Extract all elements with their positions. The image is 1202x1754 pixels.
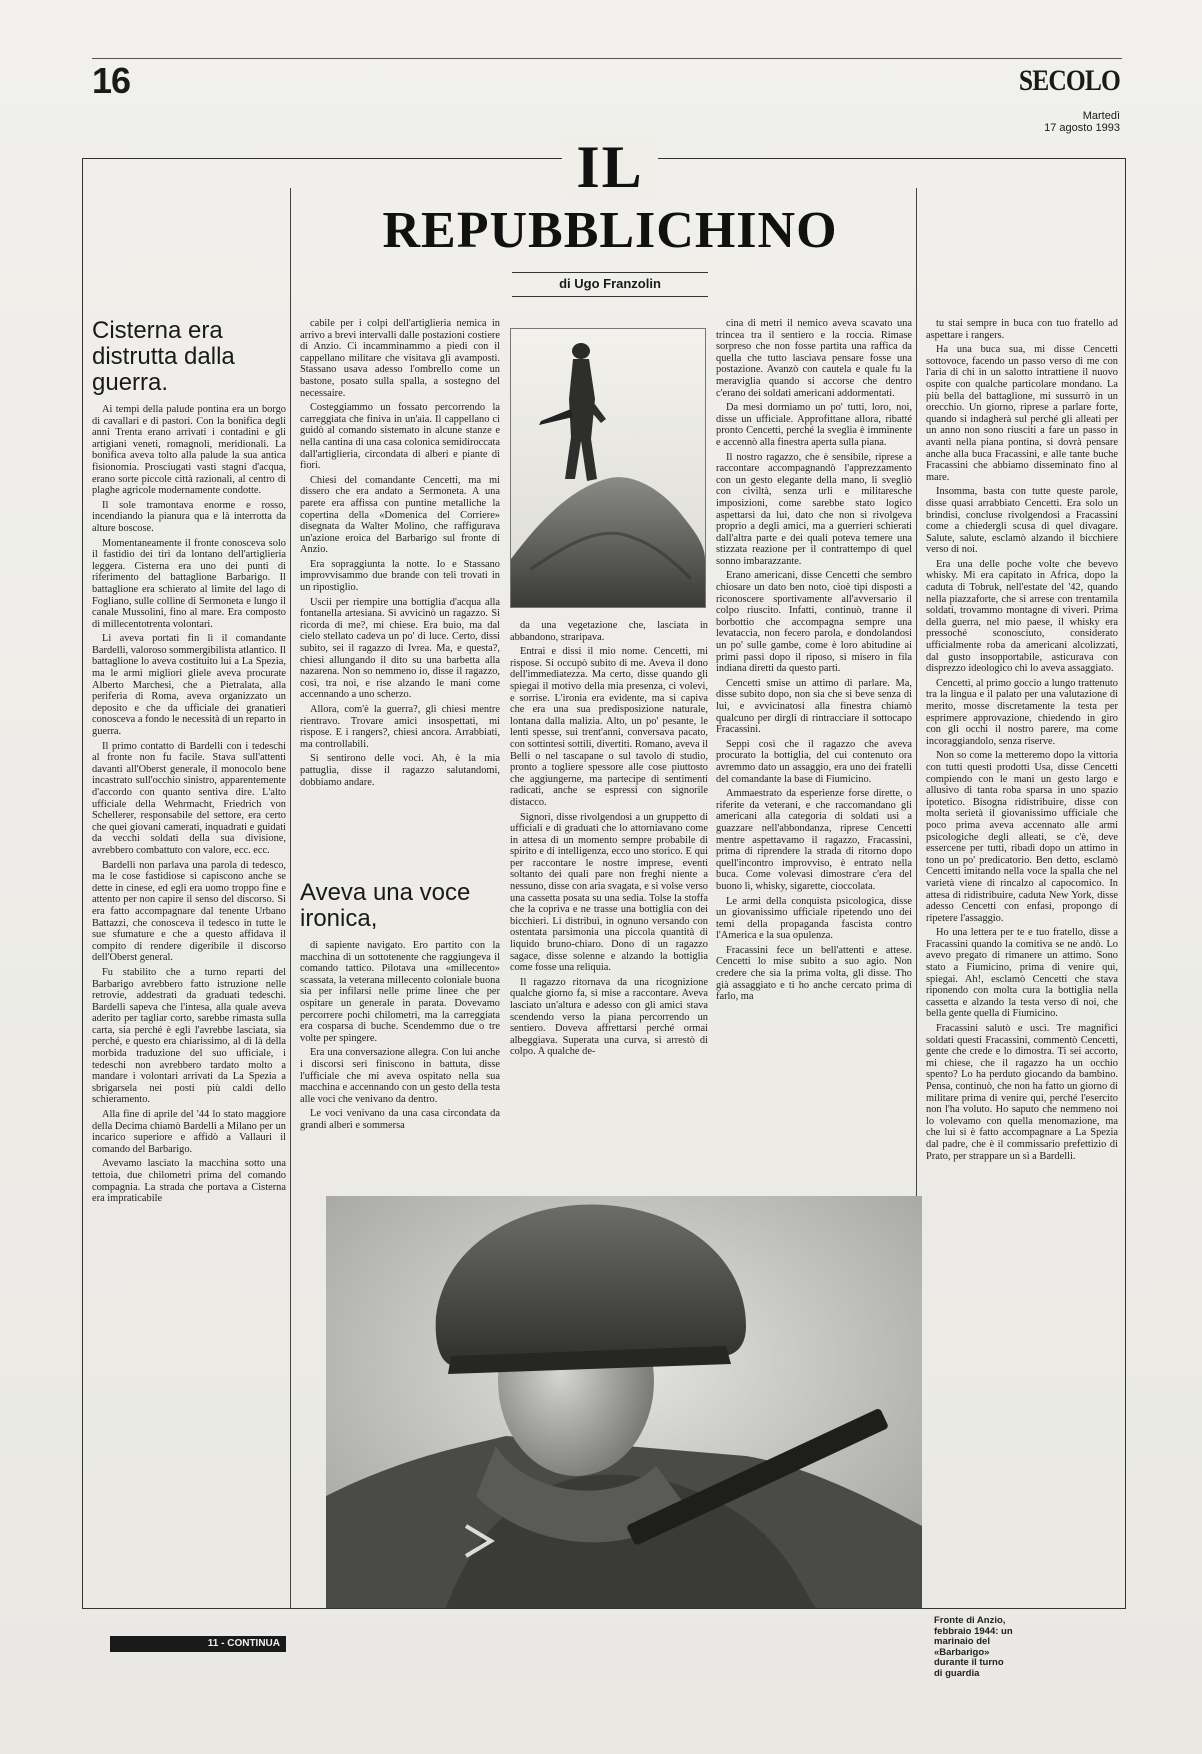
column-2-top [300,318,500,878]
headline [320,136,900,260]
paragraph: Ai tempi della palude pontina era un borgo di cavallari e di pastori. Con la bonifica degli anni Trenta erano arrivati i contadini e gli artigiani veneti, romagnoli, meridionali. La bonifica aveva tolto alla palude la sua antica fisionomia. Prosciugati vasti stagni d'acqua, erano sorte piccole città razionali, al centro di plaghe agricole modernamente condotte. [92,404,286,497]
column-3-top [510,620,708,1200]
column-4 [926,318,1118,1366]
paragraph: Chiesi del comandante Cencetti, ma mi dissero che era andato a Sermoneta. A una parete era affissa con puntine metalliche la copertina della «Domenica del Corriere» disegnata da Walter Molino, che raffigurava un'azione eroica del Barbarigo sul fronte di Anzio. [300,474,500,556]
paragraph: cabile per i colpi dell'artiglieria nemica in arrivo a brevi intervalli dalle postazioni costiere di Anzio. Ci incamminammo a piedi con il cappellano militare che visitava gli avamposti. Stassano usava adesso l'ombrello come un bastone, posato sulla spalla, a sostegno del necessaire. [300,318,500,399]
paragraph: Cencetti smise un attimo di parlare. Ma, disse subito dopo, non sia che si beve senza di lui, e avvicinatosi alla finestra chiamò qualcuno per dirgli di rintracciare il sottocapo Fracassini. [716,677,912,736]
issue-date-full: 17 agosto 1993 [1044,122,1120,134]
paragraph: Li aveva portati fin lì il comandante Bardelli, valoroso sommergibilista atlantico. Il battaglione lo aveva costituito lui a La Spezia, ma le armi migliori gliele aveva procurate Alberto Marchesi, che a Pietralata, alla periferia di Roma, aveva organizzato un deposito e che da ufficiale dei granatieri conosceva a fondo le necessità di un reparto in guerra. [92,633,286,738]
continua-banner: 11 - CONTINUA [110,1636,286,1652]
paragraph: Ha una buca sua, mi disse Cencetti sottovoce, facendo un passo verso di me con l'aria di chi in un salotto intrattiene il nuovo ospite con qualche particolare mondano. La più bella del battaglione, mi sussurrò in un orecchio. Un giorno, riprese a parlare forte, quando si indagherà sul perché gli alleati per un anno non sono riusciti a fare un passo in avanti nella piana pontina, si dovrà pensare anche alla buca Fracassini, e alle tante buche Fracassini che abbiamo disseminato fino al mare. [926,344,1118,483]
paragraph: Non so come la metteremo dopo la vittoria con tutti questi prodotti Usa, disse Cencetti compiendo con le mani un gesto largo e allusivo di tanta roba sparsa in uno spazio ipotetico. Bisogna ridistribuire, disse con molta serietà il giovanissimo ufficiale che poco prima aveva accennato alle armi psicologiche degli alleati, se c'è, deve essercene per tutti, ribadì dopo un attimo in tono un po' predicatorio. Ben detto, esclamò Cencetti imitando nella voce la spalla che nel varietà viene di rincalzo al capocomico. In attesa di ridistribuire, caduta New York, disse adesso Cencetti con enfasi, propongo di ripetere l'assaggio. [926,750,1118,924]
paragraph: Insomma, basta con tutte queste parole, disse quasi arrabbiato Cencetti. Era solo un brindisi, concluse rivolgendosi a Fracassini come a chiedergli scusa di quel divagare. Salute, salute, esclamò alzando il bicchiere verso di noi. [926,486,1118,556]
byline: di Ugo Franzolin [559,276,661,291]
photo-caption: Fronte di Anzio, febbraio 1944: un marinaio del «Barbarigo» durante il turno di guardia [934,1615,1013,1679]
paragraph: Fracassini salutò e uscì. Tre magnifici soldati questi Fracassini, commentò Cencetti, gente che crede e lo dimostra. Ti sei accorto, mi chiese, che il ragazzo ha un occhio spento? Lo ha perduto giocando da bambino. Pensa, continuò, che non ha fatto un giorno di militare prima di venire qui, perché l'esercito non l'ha voluto. Ho saputo che nemmeno noi lo volevamo con quella menomazione, ma che lui si è fatto accompagnare a La Spezia dal padre, che è il commissario prefettizio di Prato, per strappare un sì a Bardelli. [926,1023,1118,1162]
paragraph: Cencetti, al primo goccio a lungo trattenuto tra la lingua e il palato per una valutazione di merito, mosse discretamente la testa per esprimere approvazione, chiedendo in giro con gli occhi il nostro parere, ma come incoraggiandolo, senza riserve. [926,677,1118,747]
subhead-voce-ironica: Aveva una voce ironica, [300,880,471,932]
paragraph: Le voci venivano da una casa circondata da grandi alberi e sommersa [300,1108,500,1131]
byline-rule [512,296,708,297]
paragraph: Bardelli non parlava una parola di tedesco, ma le cose fastidiose si capiscono anche se dette in cinese, ed egli era uomo troppo fine e attento per non capire il senso del discorso. Si era fatto accompagnare dal tenente Urbano Battazzi, che conosceva il tedesco in tutte le sue sfumature e che a questo affidava il compito di rendere digeribile il discorso dell'Oberst general. [92,859,286,964]
paragraph: Alla fine di aprile del '44 lo stato maggiore della Decima chiamò Bardelli a Milano per un incarico superiore e affidò a Vallauri il comando del Barbarigo. [92,1109,286,1155]
column-1 [92,318,286,1378]
paragraph: Era sopraggiunta la notte. Io e Stassano improvvisammo due brande con teli trovati in un ripostiglio. [300,558,500,594]
paragraph: Da mesi dormiamo un po' tutti, loro, noi, disse un ufficiale. Approfittane allora, ribatté pronto Cencetti, perché la sveglia è imminente e accennò alla finestra aperta sulla piana. [716,402,912,448]
paragraph: tu stai sempre in buca con tuo fratello ad aspettare i rangers. [926,318,1118,341]
soldier-helmet-photo [326,1196,922,1608]
paragraph: Era una conversazione allegra. Con lui anche i discorsi seri finiscono in battuta, disse l'ufficiale che mi aveva ospitato nella sua macchina e accennando con un gesto della testa alle voci che venivano da dentro. [300,1047,500,1105]
column-2-bottom [300,880,500,1200]
paragraph: Uscii per riempire una bottiglia d'acqua alla fontanella artesiana. Si avvicinò un ragazzo. Si ricorda di me?, mi chiese. Era buio, ma dal cielo stellato cadeva un po' di luce. Certo, dissi subito, sei il ragazzo di Ivrea. Ma, e questa?, chiesi allungando il dito su una barbetta alla nazarena. Non so nemmeno io, disse il ragazzo, così, tra noi, e rise alzando le mani come accennando a uno scherzo. [300,596,500,701]
paragraph: da una vegetazione che, lasciata in abbandono, straripava. [510,620,708,643]
issue-weekday: Martedì [1082,110,1120,122]
paragraph: Avevamo lasciato la macchina sotto una tettoia, due chilometri prima del comando compagnia. La strada che portava a Cisterna era impraticabile [92,1158,286,1205]
masthead-logo: SECOLO [1018,64,1120,97]
paragraph: Allora, com'è la guerra?, gli chiesi mentre rientravo. Trovare amici insospettati, mi rispose. E i rangers?, chiesi ancora. Arrabbiati, ma controllabili. [300,704,500,750]
paragraph: Erano americani, disse Cencetti che sembro chiosare un dato ben noto, cioè tipi disposti a riconoscere sportivamente all'avversario il colpo riuscito. Infatti, continuò, tranne il borbottio che accompagna sempre una levataccia, non fecero parola, e dondolandosi un po' sulle gambe, come è loro abitudine ai primi passi dopo il riposo, si misero in fila indiana diretti da questo parti. [716,570,912,675]
paragraph: Il ragazzo ritornava da una ricognizione qualche giorno fa, si mise a raccontare. Aveva lasciato un'altura e adesso con gli amici stava scendendo verso la piana percorrendo un sentiero. Doveva affrettarsi perché ormai albeggiava. Superata una curva, si arrestò di colpo. A qualche de- [510,976,708,1058]
paragraph: Le armi della conquista psicologica, disse un giovanissimo ufficiale ripetendo uno dei temi della propaganda fascista contro l'America e la sua opulenza. [716,895,912,942]
paragraph: Seppi così che il ragazzo che aveva procurato la bottiglia, del cui contenuto ora avremmo dato un assaggio, era uno dei fratelli del comandante la base di Fiumicino. [716,738,912,785]
headline-line1: IL [562,136,657,198]
paragraph: di sapiente navigato. Ero partito con la macchina di un sottotenente che raggiungeva il comando tattico. Pilotava una «millecento» scassata, la veterana millecento coloniale buona sia per infilarsi nelle prime linee che per ospitare un generale in parata. Dovevamo percorrere pochi chilometri, ma la carreggiata era cosparsa di buche. Scendemmo due o tre volte per spingere. [300,940,500,1044]
paragraph: Signori, disse rivolgendosi a un gruppetto di ufficiali e di graduati che lo attorniavano come in attesa di un momento sempre probabile di spirito e di intelligenza, ecco uno storico. E qui per raccontare le nostre imprese, eventi soltanto dei quali pare non freghi niente a nessuno, disse con aria svagata, e si volse verso una cassetta posata su una sedia. Tolse la stoffa che la copriva e ne trasse una bottiglia con dei bicchieri. Li distribuì, in ognuno versando con ostentata parsimonia una piccola quantità di liquido bruno-chiaro. Dono di un ragazzo sagace, disse solenne e alzando la bottiglia come fosse una reliquia. [510,811,708,974]
byline-rule [512,272,708,273]
page-number: 16 [92,60,131,101]
paragraph: Costeggiammo un fossato percorrendo la carreggiata che finiva in un'aia. Il cappellano ci guidò al comando sistemato in alcune stanze e nella cantina di una casa colonica semidiroccata dall'artiglieria, circondata di alberi e piante di fiori. [300,402,500,472]
paragraph: Era una delle poche volte che bevevo whisky. Mi era capitato in Africa, dopo la caduta di Tobruk, nell'estate del '42, quando nella piazzaforte, che si arrese con trentamila soldati, trovammo montagne di viveri. Prima della guerra, nel mio paese, il whisky era pressoché sconosciuto, considerato ufficialmente roba da americani alcolizzati, dal gusto insopportabile, asticurava con disprezzo ideologico chi lo aveva assaggiato. [926,558,1118,675]
paragraph: cina di metri il nemico aveva scavato una trincea tra il sentiero e la roccia. Rimase sorpreso che non fosse partita una raffica da quella che tutto lasciava pensare fosse una postazione. Avanzò con cautela e quale fu la meraviglia quando si accorse che dentro c'erano dei soldati americani addormentati. [716,318,912,399]
soldier-on-hill-photo [510,328,706,608]
paragraph: Il primo contatto di Bardelli con i tedeschi al fronte non fu facile. Stava sull'attenti davanti all'Oberst generale, il monocolo bene incastrato sull'occhio sinistro, apparentemente d'accordo con quanto sentiva dire. L'alto ufficiale della Wehrmacht, Friedrich von Schellerer, responsabile del settore, era certo che quei giovani camerati, inquadrati e guidati da vecchi soldati della sua divisione, avrebbero combattuto con valore, ecc. ecc. [92,740,286,856]
paragraph: Ho una lettera per te e tuo fratello, disse a Fracassini quando la comitiva se ne andò. Lo avevo pregato di rimanere un attimo. Sono stato a Fiumicino, prima di venire qui, spiegai. Ah!, esclamò Cencetti che stava riponendo con molta cura la bottiglia nella cassetta e alzando la testa verso di noi, che bella gente quella di Fiumicino. [926,927,1118,1020]
paragraph: Fracassini fece un bell'attenti e attese. Cencetti lo mise subito a suo agio. Non credere che sia la prima volta, gli disse. Tho già assaggiato e ti ho anche cercato prima di farlo, ma [716,944,912,1003]
column-divider [290,188,291,1608]
paragraph: Momentaneamente il fronte conosceva solo il fastidio dei tiri da lontano dell'artiglieria leggera. Cisterna era uno dei punti di riferimento del battaglione Barbarigo. Il battaglione era schierato al limite del lago di Fogliano, sulle colline di Sermoneta e lungo il canale Mussolini, fino al mare. Era composto di millecentotrenta volontari. [92,537,286,630]
issue-date [1000,110,1120,134]
headline-line2: REPUBBLICHINO [382,202,838,259]
paragraph: Ammaestrato da esperienze forse dirette, o riferite da veterani, e che raccomandano gli americani alla categoria di soldati usi a guazzare nell'abbondanza, riprese Cencetti mentre aspettavamo il ragazzo, Fracassini, prima di riprendere la strada di ritorno dopo quell'incontro improvviso, è entrato nella buca. Come volevasi dimostrare c'era del buono lì, whisky, sigarette, cioccolata. [716,788,912,892]
paragraph: Fu stabilito che a turno reparti del Barbarigo avrebbero fatto istruzione nelle retrovie, addestrati da graduati tedeschi. Bardelli sapeva che l'intesa, alla quale aveva aderito per tagliar corto, sarebbe rimasta sulla carta, sia perché è egli l'avrebbe lasciata, sia perché, e questo era chiarissimo, al di là della morbida traduzione del suo ufficiale, i tedeschi non avrebbero tardato molto a mandare i volontari arrivati da La Spezia a sbrigarsela nei posti più caldi dello schieramento. [92,966,286,1106]
paragraph: Il sole tramontava enorme e rosso, incendiando la pianura qua e là interrotta da alture boscose. [92,499,286,534]
paragraph: Si sentirono delle voci. Ah, è la mia pattuglia, disse il ragazzo salutandomi, dobbiamo andare. [300,753,500,788]
paragraph: Il nostro ragazzo, che è sensibile, riprese a raccontare accompagnandò l'apprezzamento con un gesto elegante della mano, li svegliò con civiltà, senza urli e militaresche imposizioni, come sarebbe stato logico aspettarsi da lui, dato che non si rivolgeva proprio a degli amici, ma a guerrieri schierati dall'altra parte e dei quali poteva temere una stizzata reazione per il contrattempo di quel sonno imbarazzante. [716,451,912,567]
top-rule [92,58,1122,59]
subhead-cisterna: Cisterna era distrutta dalla guerra. [92,318,235,396]
paragraph: Entrai e dissi il mio nome. Cencetti, mi rispose. Si occupò subito di me. Aveva il dono dell'immediatezza. Ma certo, disse quando gli spiegai il motivo della mia presenza, ci volevi, e sorrise. L'ironia era evidente, ma si capiva che era una sua predisposizione naturale, lontana dalla malizia. Alto, un po' pesante, le lenti spesse, sui trent'anni, conversava pacato, con sottintesi sottili, divertiti. Romano, aveva il Belli o nel tascapane o sul tavolo di studio, pronto a togliere spessore alle cose piuttosto che aggiungerne, ma partecipe di sentimenti radicati, anche se espressi con signorile distacco. [510,646,708,808]
column-3-right [716,318,912,1200]
